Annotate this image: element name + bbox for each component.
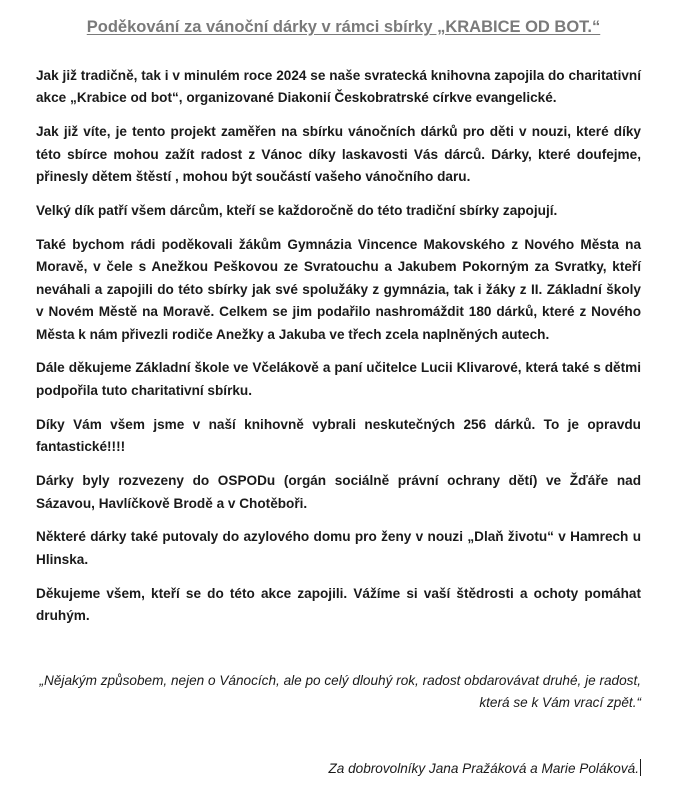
paragraph-thanks-gymnasium: Také bychom rádi poděkovali žákům Gymnázia Vincence Makovského z Nového Města na Moravě, v čele s Anežkou Peškovou ze Svratouchu a Jakubem Pokorným za Svratky, kteří neváhali a zapojili do této sbírky jak své spolužáky z gymnázia, tak i žáky z II. Základní školy v Novém Městě na Moravě. Celkem se jim podařilo nashromáždit 180 dárků, které z Nového Města k nám přivezli rodiče Anežky a Jakuba ve třech zcela naplněných autech. [36, 236, 641, 342]
paragraph-intro: Jak již tradičně, tak i v minulém roce 2024 se naše svratecká knihovna zapojila do charitativní akce „Krabice od bot“, organizované Diakonií Českobratrské církve evangelické. [36, 68, 641, 106]
paragraph-project: Jak již víte, je tento projekt zaměřen na sbírku vánočních dárků pro děti v nouzi, které díky této sbírce mohou zažít radost z Vánoc díky laskavosti Vás dárců. Dárky, které doufejme, přinesly dětem štěstí , mohou být součástí vašeho vánočního daru. [36, 124, 641, 185]
paragraph-distribution: Dárky byly rozvezeny do OSPODu (orgán sociálně právní ochrany dětí) ve Žďáře nad Sázavou, Havlíčkově Brodě a v Chotěboři. [36, 473, 641, 511]
signature-text: Za dobrovolníky Jana Pražáková a Marie Poláková. [328, 761, 639, 776]
paragraph-closing: Děkujeme všem, kteří se do této akce zapojili. Vážíme si vaší štědrosti a ochoty pomáhat druhým. [36, 585, 641, 624]
document-body [36, 65, 641, 639]
paragraph-shelter: Některé dárky také putovaly do azylového domu pro ženy v nouzi „Dlaň životu“ v Hamrech u Hlinska. [36, 529, 641, 567]
signature-line[interactable] [36, 758, 641, 780]
text-cursor [640, 759, 641, 776]
document-title: Poděkování za vánoční dárky v rámci sbírky „KRABICE OD BOT.“ [86, 18, 601, 36]
paragraph-thanks-donors: Velký dík patří všem dárcům, kteří se každoročně do této tradiční sbírky zapojují. [36, 203, 558, 219]
paragraph-total: Díky Vám všem jsme v naší knihovně vybrali neskutečných 256 dárků. To je opravdu fantastické!!!! [36, 416, 641, 455]
closing-quote: „Nějakým způsobem, nejen o Vánocích, ale po celý dlouhý rok, radost obdarovávat druhé, je radost, která se k Vám vrací zpět.“ [39, 673, 641, 711]
paragraph-thanks-school: Dále děkujeme Základní škole ve Včelákově a paní učitelce Lucii Klivarové, která také s dětmi podpořila tuto charitativní sbírku. [36, 360, 641, 398]
